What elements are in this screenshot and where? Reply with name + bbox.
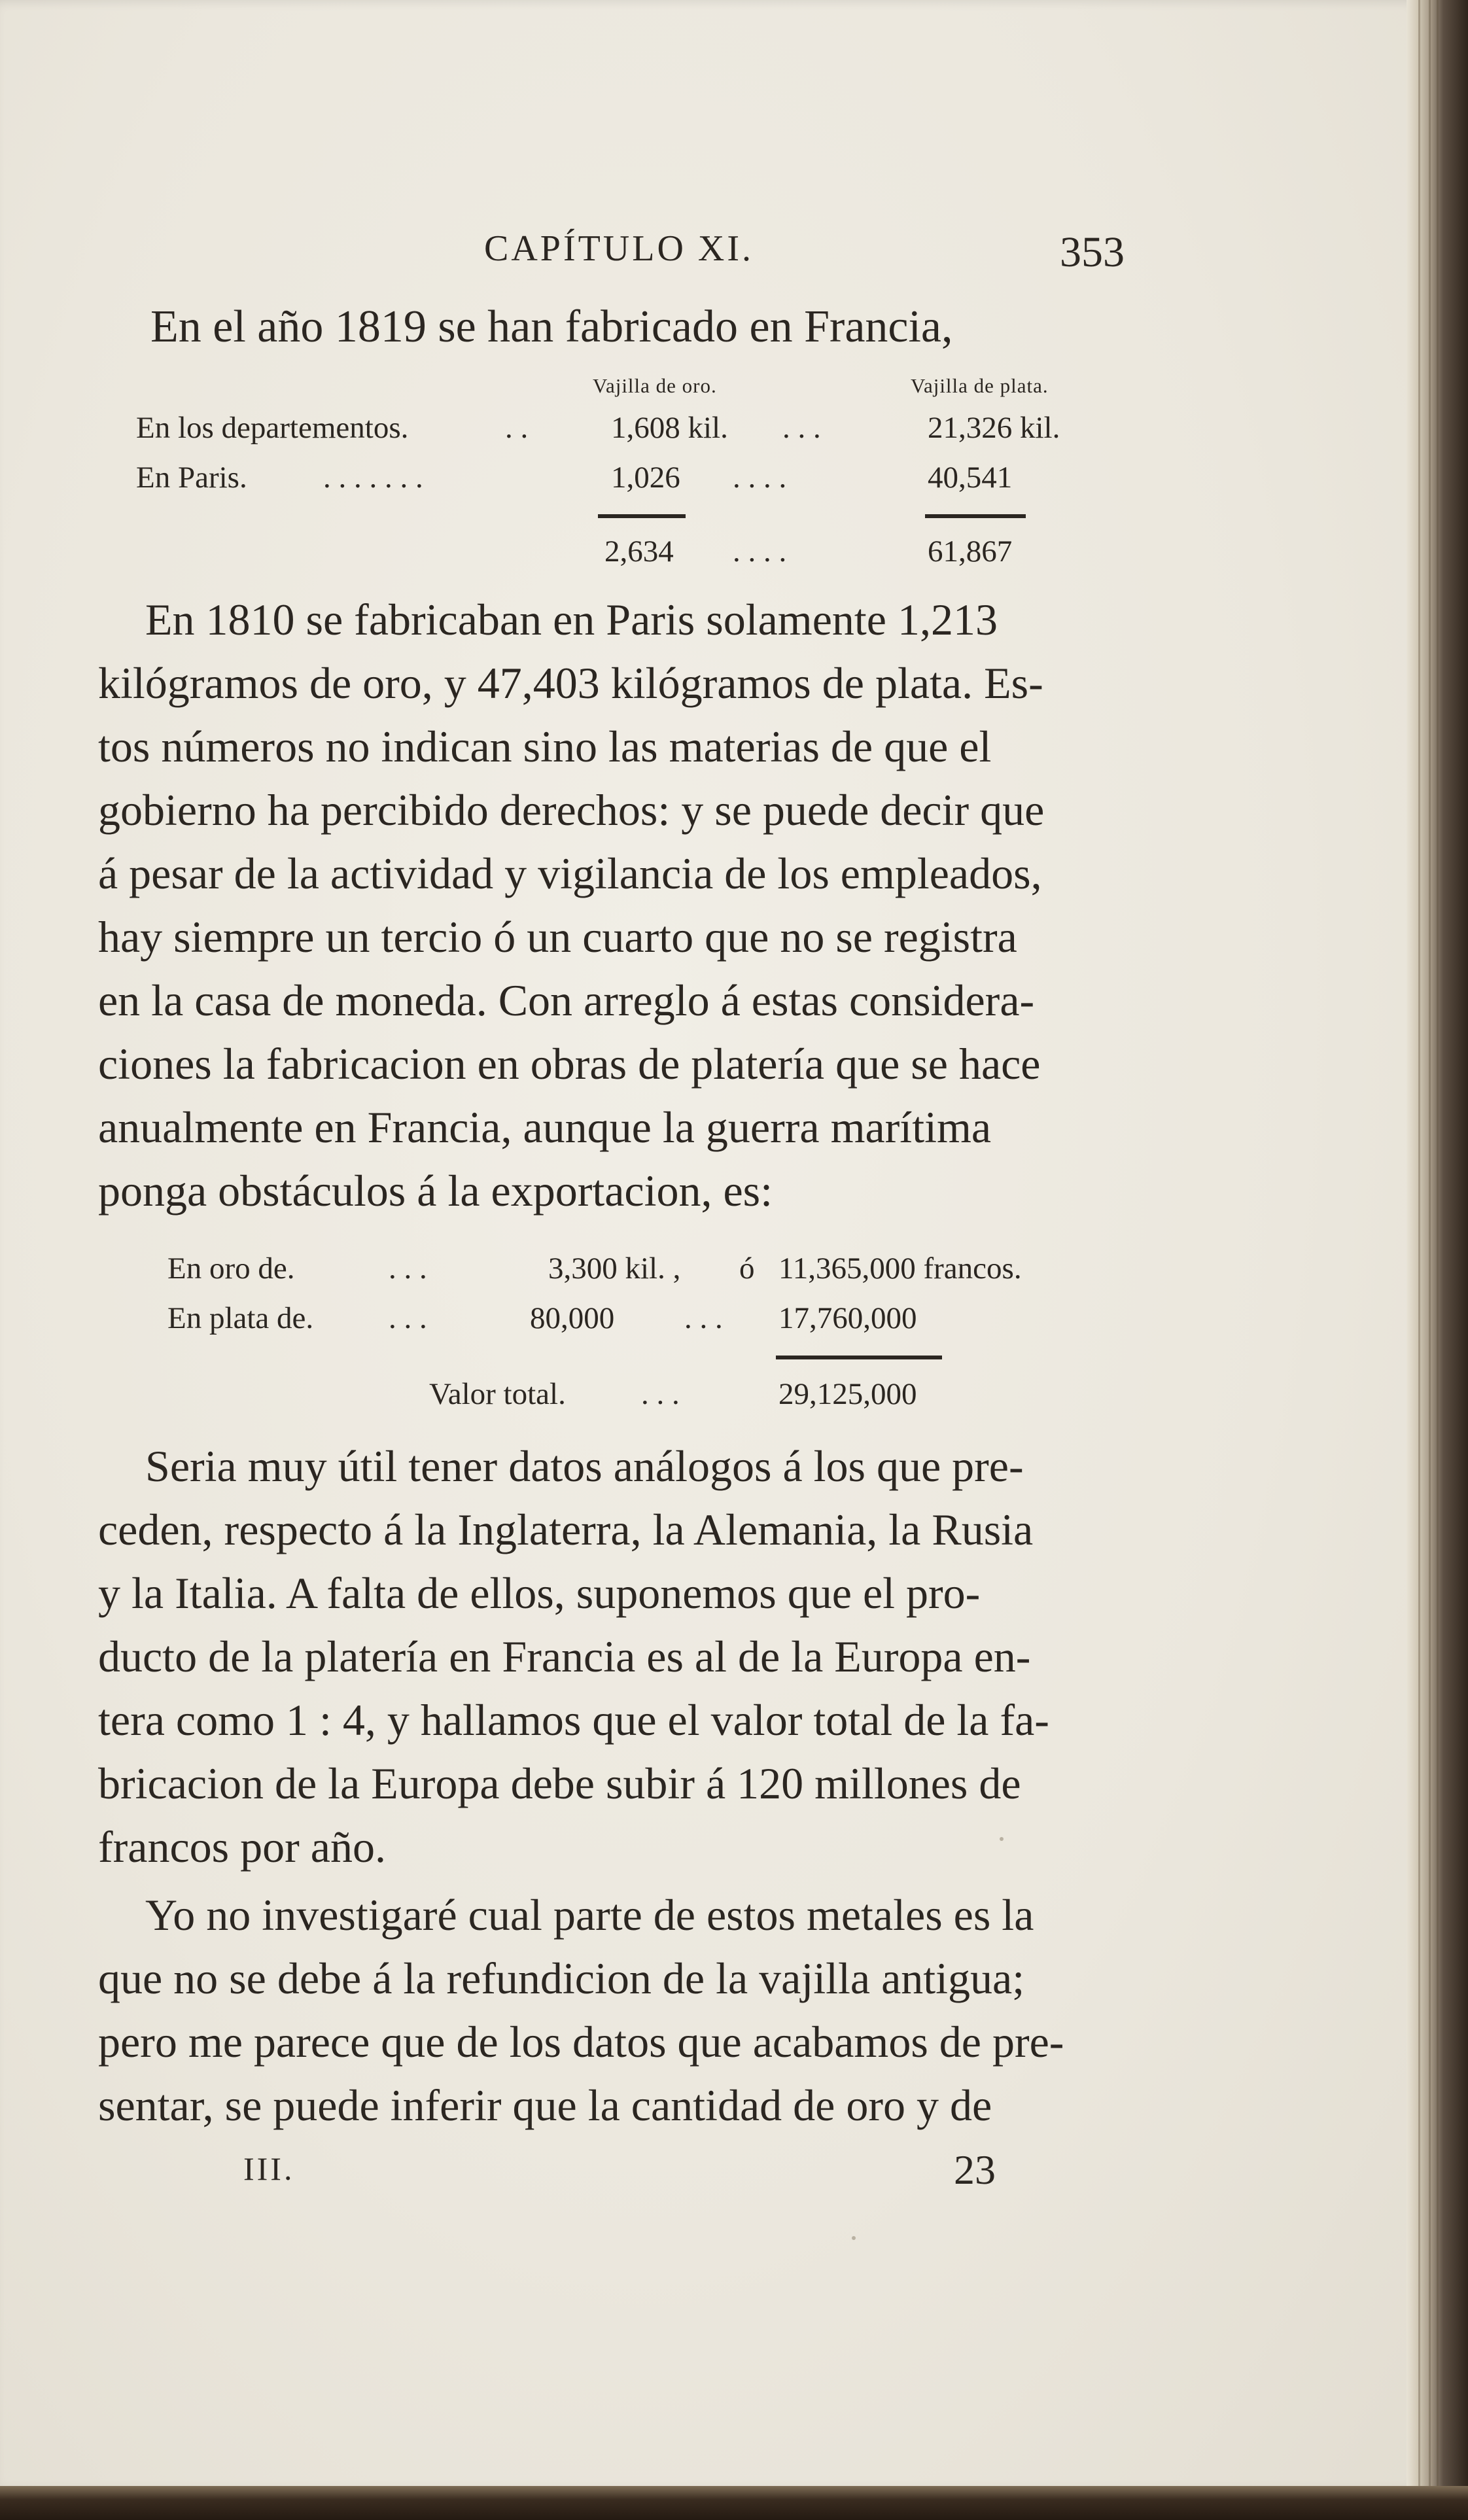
table-cell-amount: 3,300 kil. , [548, 1251, 681, 1286]
table-cell-conj: ó [739, 1251, 755, 1286]
table-cell-gold: 1,608 kil. [611, 411, 728, 445]
table-row-label: En Paris. [136, 461, 247, 495]
text-line: tos números no indican sino las materias de que el [98, 722, 992, 771]
paper-speck [1000, 1837, 1004, 1841]
sum-rule-value [776, 1356, 942, 1359]
sum-rule-gold [598, 514, 686, 518]
table-cell-conj: . . . [684, 1301, 723, 1335]
table-row-leader: . . . [389, 1301, 427, 1335]
text-line: pero me parece que de los datos que acabamos de pre- [98, 2017, 1064, 2067]
table-cell-silver: 40,541 [928, 461, 1013, 495]
column-header-gold: Vajilla de oro. [593, 374, 717, 397]
text-line: Seria muy útil tener datos análogos á los que pre- [145, 1441, 1024, 1491]
column-header-silver: Vajilla de plata. [911, 374, 1049, 397]
text-line: gobierno ha percibido derechos: y se puede decir que [98, 785, 1045, 835]
table-total-leader: . . . [641, 1377, 680, 1411]
text-line: bricacion de la Europa debe subir á 120 millones de [98, 1759, 1021, 1808]
text-line: anualmente en Francia, aunque la guerra marítima [98, 1102, 992, 1152]
table-row-leader: . . . [782, 411, 821, 445]
volume-marker: III. [243, 2150, 295, 2187]
table-total-leader: . . . . [733, 534, 787, 569]
text-line: ceden, respecto á la Inglaterra, la Alemania, la Rusia [98, 1505, 1034, 1554]
text-line: que no se debe á la refundicion de la vajilla antigua; [98, 1953, 1025, 2003]
table-row-leader: . . . . [733, 461, 787, 495]
text-line: y la Italia. A falta de ellos, suponemos que el pro- [98, 1568, 981, 1618]
table-row-leader: . . . [389, 1251, 427, 1286]
text-line: Yo no investigaré cual parte de estos metales es la [145, 1890, 1034, 1940]
signature-mark: 23 [954, 2146, 996, 2193]
table-cell-value: 11,365,000 francos. [778, 1251, 1022, 1286]
running-header: CAPÍTULO XI. [484, 228, 754, 269]
paper-speck [852, 2236, 856, 2240]
text-line: ciones la fabricacion en obras de platería que se hace [98, 1039, 1041, 1089]
text-line: á pesar de la actividad y vigilancia de los empleados, [98, 849, 1042, 898]
table-row-label: En plata de. [167, 1301, 314, 1335]
table-total-gold: 2,634 [604, 534, 674, 569]
text-line: tera como 1 : 4, y hallamos que el valor total de la fa- [98, 1695, 1049, 1745]
text-line: en la casa de moneda. Con arreglo á estas considera- [98, 975, 1035, 1025]
table-total-label: Valor total. [429, 1377, 566, 1411]
text-line: francos por año. [98, 1822, 386, 1872]
page-edge [1407, 0, 1468, 2520]
text-line: hay siempre un tercio ó un cuarto que no se registra [98, 912, 1017, 962]
page-number: 353 [1060, 228, 1125, 276]
table-cell-value: 17,760,000 [778, 1301, 917, 1335]
text-line: sentar, se puede inferir que la cantidad de oro y de [98, 2080, 992, 2130]
table-total-value: 29,125,000 [778, 1377, 917, 1411]
table-cell-gold: 1,026 [611, 461, 680, 495]
intro-line: En el año 1819 se han fabricado en Francia, [150, 302, 953, 352]
table-row-leader: . . [505, 411, 529, 445]
table-row-label: En los departementos. [136, 411, 409, 445]
text-line: ducto de la platería en Francia es al de la Europa en- [98, 1632, 1031, 1681]
text-line: ponga obstáculos á la exportacion, es: [98, 1166, 773, 1216]
book-cover-edge [0, 2486, 1468, 2520]
table-row-label: En oro de. [167, 1251, 295, 1286]
table-cell-amount: 80,000 [530, 1301, 615, 1335]
text-line: En 1810 se fabricaban en Paris solamente 1,213 [145, 595, 998, 644]
text-line: kilógramos de oro, y 47,403 kilógramos de plata. Es- [98, 658, 1043, 708]
table-cell-silver: 21,326 kil. [928, 411, 1060, 445]
table-total-silver: 61,867 [928, 534, 1013, 569]
sum-rule-silver [925, 514, 1026, 518]
table-row-leader: . . . . . . . [323, 461, 423, 495]
